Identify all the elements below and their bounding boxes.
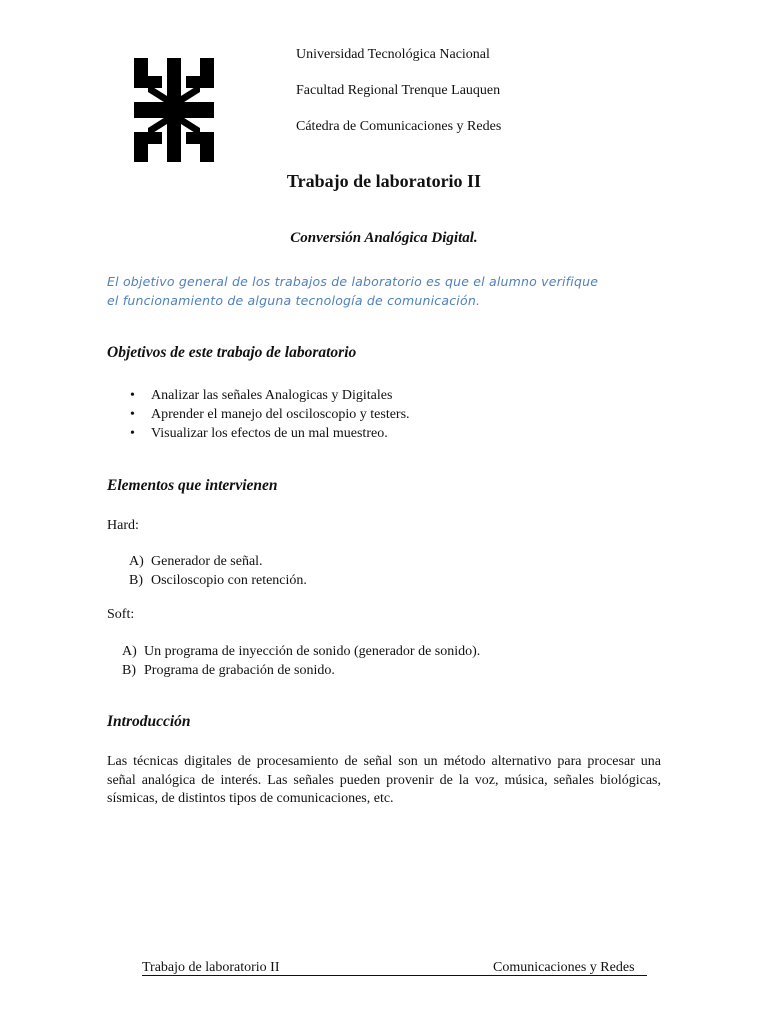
footer-divider [142,975,647,976]
list-item [122,642,480,661]
faculty-name: Facultad Regional Trenque Lauquen [296,83,501,98]
list-item [129,552,307,571]
elements-heading: Elementos que intervienen [107,477,278,494]
general-objective [107,272,667,310]
list-text: Programa de grabación de sonido. [144,663,335,678]
document-title: Trabajo de laboratorio II [286,171,482,191]
objective-line-1: El objetivo general de los trabajos de laboratorio es que el alumno verifique [107,274,599,289]
hard-list [129,552,307,590]
university-logo-icon [134,58,214,162]
list-item: • Analizar las señales Analogicas y Digitales [130,386,410,405]
list-item [122,661,480,680]
list-marker: B) [122,663,136,678]
objectives-list [130,386,410,443]
list-item: • Aprender el manejo del osciloscopio y testers. [130,405,410,424]
document-subtitle: Conversión Analógica Digital. [290,230,478,246]
list-marker: A) [129,554,144,569]
soft-label: Soft: [107,607,135,622]
list-item: • Visualizar los efectos de un mal muestreo. [130,424,410,443]
chair-name: Cátedra de Comunicaciones y Redes [296,119,502,134]
list-marker: B) [129,573,143,588]
list-item [129,571,307,590]
list-text: Generador de señal. [151,554,263,569]
introduction-paragraph: Las técnicas digitales de procesamiento de señal son un método alternativo para procesar una señal analógica de interés. Las señales pueden provenir de la voz, música, señales biológicas, sísmicas, de distintos tipos de comunicaciones, etc. [107,754,661,806]
list-marker: A) [122,644,137,659]
introduction-heading: Introducción [107,713,191,730]
objective-line-2: el funcionamiento de alguna tecnología de comunicación. [107,293,481,308]
hard-label: Hard: [107,518,139,533]
university-name: Universidad Tecnológica Nacional [296,47,490,62]
list-text: Osciloscopio con retención. [151,573,307,588]
objectives-heading: Objetivos de este trabajo de laboratorio [107,344,357,361]
footer-right-text: Comunicaciones y Redes [493,960,635,975]
list-text: Un programa de inyección de sonido (generador de sonido). [144,644,481,659]
footer-left-text: Trabajo de laboratorio II [142,960,280,975]
soft-list [122,642,480,680]
